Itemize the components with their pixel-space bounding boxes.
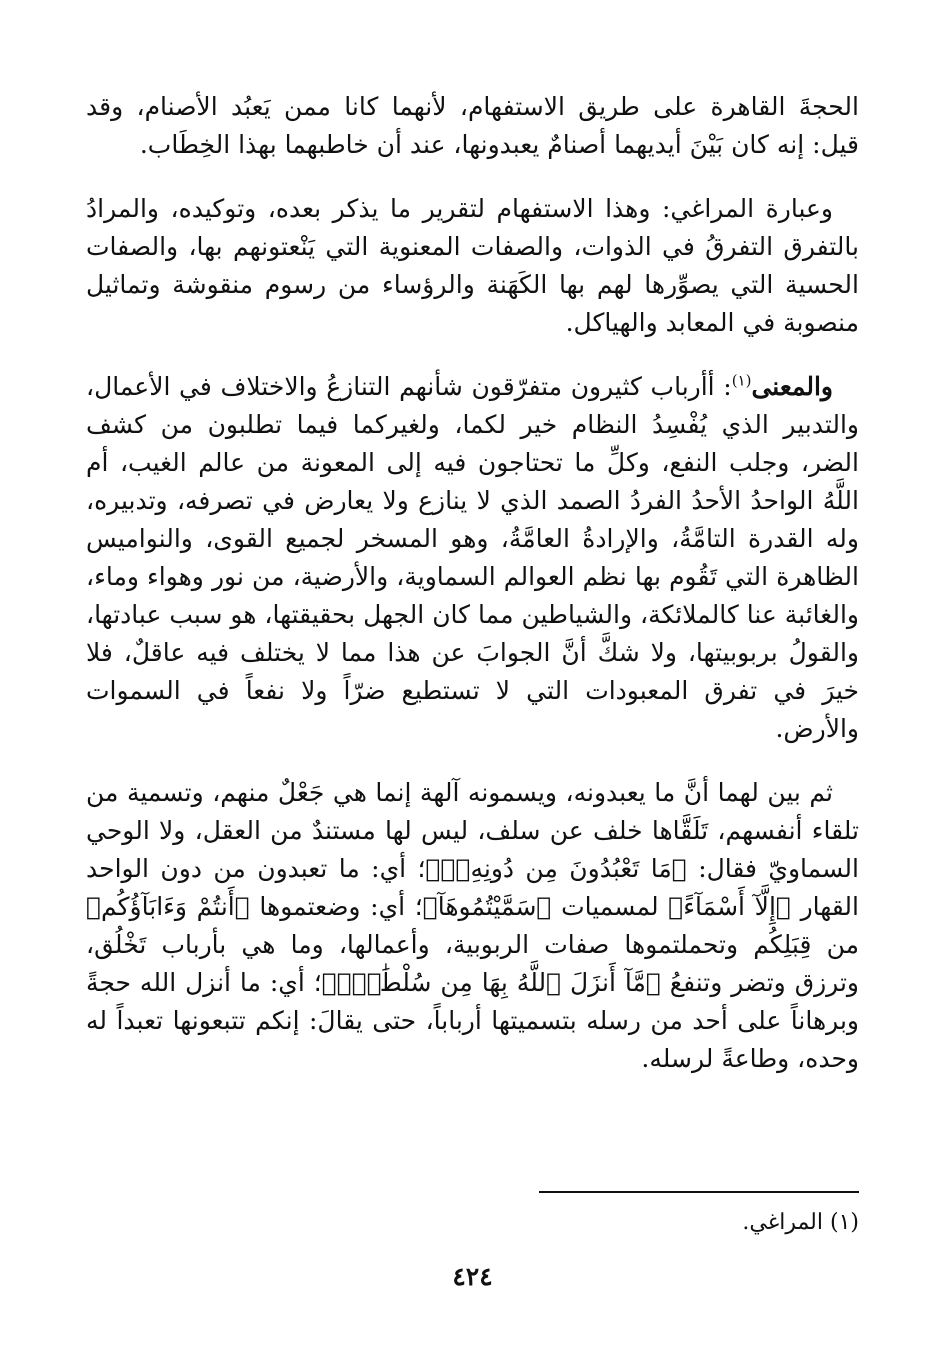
paragraph-4-text: ثم بين لهما أنَّ ما يعبدونه، ويسمونه آلهة إنما هي جَعْلٌ منهم، وتسمية من تلقاء أنفسهم، تَلَقَّاها خلف عن سلف، ليس لها مستندٌ من العقل، ولا الوحي السماويّ فقال: ﴿مَا تَعْبُدُونَ مِن دُونِهِۦٓ﴾؛ أي: ما تعبدون من دون الواحد القهار ﴿إِلَّآ أَسْمَآءً﴾ لمسميات ﴿سَمَّيْتُمُوهَآ﴾؛ أي: وضعتموها ﴿أَنتُمْ وَءَابَآؤُكُم﴾ من قِبَلِكُم وتحملتموها صفات الربوبية، وأعمالها، وما هي بأرباب تَخْلُق، وترزق وتضر وتنفعُ ﴿مَّآ أَنزَلَ ٱللَّهُ بِهَا مِن سُلْطَٰنٍۚ﴾؛ أي: ما أنزل الله حجةً وبرهاناً على أحد من رسله بتسميتها أرباباً، حتى يقالَ: إنكم تتبعونها تعبداً له وحده، وطاعةً لرسله.	[86, 778, 859, 1073]
footnote-divider	[539, 1191, 859, 1193]
page-number: ٤٢٤	[452, 1262, 493, 1291]
footnote-reference: (١)	[731, 371, 752, 390]
paragraph-4	[86, 774, 859, 1078]
paragraph-3-lead: والمعنى	[751, 372, 833, 401]
body-text	[86, 88, 859, 1104]
paragraph-2	[86, 190, 859, 342]
paragraph-3	[86, 368, 859, 748]
paragraph-1-text: الحجةَ القاهرة على طريق الاستفهام، لأنهما كانا ممن يَعبُد الأصنام، وقد قيل: إنه كان بَيْنَ أيديهما أصنامٌ يعبدونها، عند أن خاطبهما بهذا الخِطَاب.	[86, 92, 859, 159]
paragraph-3-text: : أأرباب كثيرون متفرّقون شأنهم التنازعُ والاختلاف في الأعمال، والتدبير الذي يُفْسِدُ النظام خير لكما، ولغيركما فيما تطلبون من كشف الضر، وجلب النفع، وكلِّ ما تحتاجون فيه إلى المعونة من عالم الغيب، أم اللَّهُ الواحدُ الأحدُ الفردُ الصمد الذي لا ينازع ولا يعارض في تصرفه، وتدبيره، وله القدرة التامَّةُ، والإرادةُ العامَّةُ، وهو المسخر لجميع القوى، والنواميس الظاهرة التي تَقُوم بها نظم العوالم السماوية، والأرضية، من نور وهواء وماء، والغائبة عنا كالملائكة، والشياطين مما كان الجهل بحقيقتها، هو سبب عبادتها، والقولُ بربوبيتها، ولا شكَّ أنَّ الجوابَ عن هذا مما لا يختلف فيه عاقلٌ، فلا خيرَ في تفرق المعبودات التي لا تستطيع ضرّاً ولا نفعاً في السموات والأرض.	[86, 372, 859, 743]
paragraph-2-text: وعبارة المراغي: وهذا الاستفهام لتقرير ما يذكر بعده، وتوكيده، والمرادُ بالتفرق التفرقُ في الذوات، والصفات المعنوية التي يَنْعتونهم بها، والصفات الحسية التي يصوِّرها لهم بها الكَهَنة والرؤساء من رسوم منقوشة وتماثيل منصوبة في المعابد والهياكل.	[86, 194, 859, 337]
footnote: (١) المراغي.	[742, 1210, 859, 1235]
paragraph-1	[86, 88, 859, 164]
